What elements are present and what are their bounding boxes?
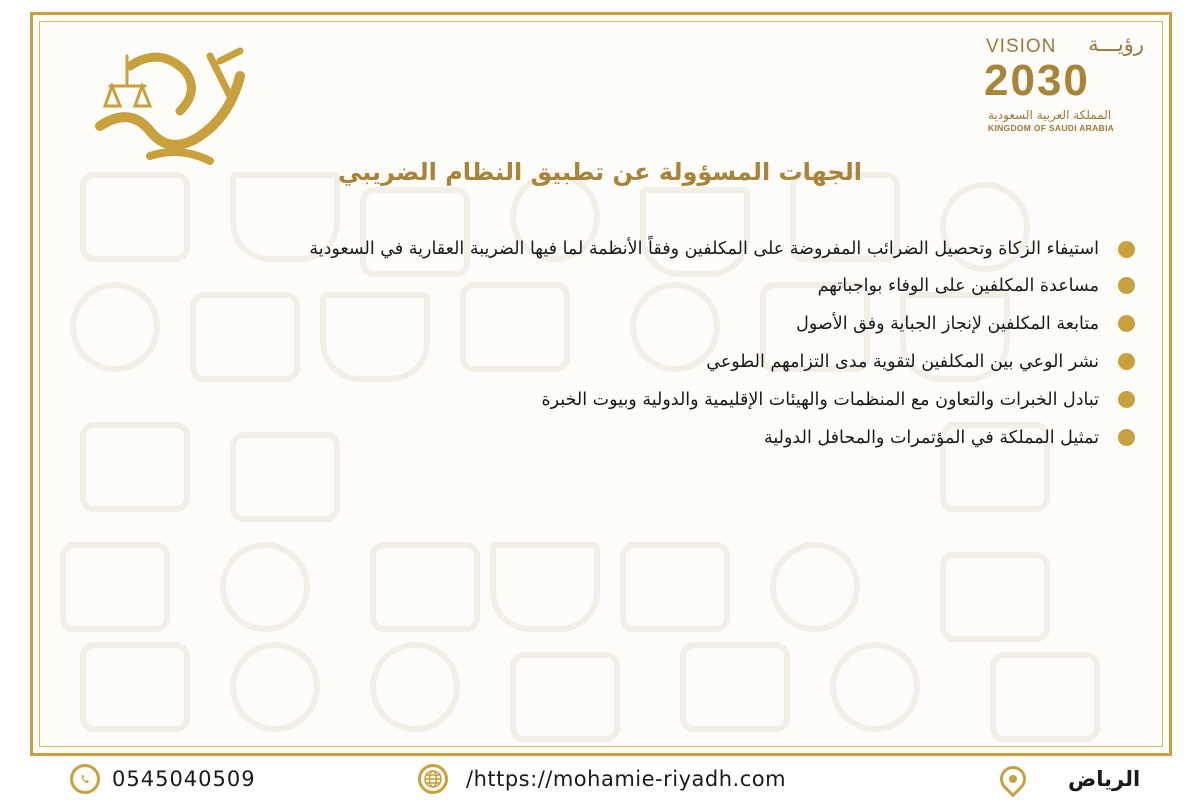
vision-year: 2030	[984, 56, 1090, 105]
responsibilities-list	[100, 228, 1145, 454]
bullet-icon	[1118, 315, 1135, 332]
law-book-watermark-icon	[940, 552, 1050, 642]
bullet-icon	[1118, 353, 1135, 370]
bullet-icon	[1118, 277, 1135, 294]
website-link[interactable]	[418, 764, 786, 794]
calligraphy-logo	[90, 36, 250, 166]
badge-watermark-icon	[830, 642, 920, 732]
gavel-watermark-icon	[680, 642, 790, 732]
vision-2030-logo	[978, 30, 1158, 133]
bullet-icon	[1118, 391, 1135, 408]
handcuffs-watermark-icon	[770, 542, 860, 632]
phone-number: 0545040509	[112, 767, 256, 791]
location-pin-icon	[995, 761, 1032, 798]
handcuffs-watermark-icon	[220, 542, 310, 632]
gavel-watermark-icon	[80, 642, 190, 732]
court-watermark-icon	[990, 652, 1100, 742]
city-name: الرياض	[1068, 767, 1141, 791]
list-item-text: تمثيل المملكة في المؤتمرات والمحافل الدولية	[763, 428, 1099, 448]
location	[1000, 764, 1140, 794]
gun-watermark-icon	[510, 652, 620, 742]
list-item-text: متابعة المكلفين لإنجاز الجباية وفق الأصول	[796, 314, 1099, 334]
bullet-icon	[1118, 241, 1135, 258]
vision-word: VISION	[986, 36, 1057, 57]
list-item-text: تبادل الخبرات والتعاون مع المنظمات والهيئات الإقليمية والدولية وبيوت الخبرة	[541, 390, 1099, 410]
vision-subtitle-english: KINGDOM OF SAUDI ARABIA	[988, 123, 1115, 133]
globe-icon	[418, 764, 448, 794]
fingerprint-watermark-icon	[370, 642, 460, 732]
list-item-text: نشر الوعي بين المكلفين لتقوية مدى التزامهم الطوعي	[706, 352, 1099, 372]
scale-watermark-icon	[490, 542, 600, 632]
page-title: الجهات المسؤولة عن تطبيق النظام الضريبي	[337, 158, 863, 186]
law-book-watermark-icon	[370, 542, 480, 632]
cap-watermark-icon	[620, 542, 730, 632]
list-item	[100, 416, 1145, 460]
whatsapp-icon	[70, 764, 100, 794]
list-item-text: استيفاء الزكاة وتحصيل الضرائب المفروضة على المكلفين وفقاً الأنظمة لما فيها الضريبة العقارية في السعودية	[309, 239, 1099, 259]
calligraphy-logo-icon	[90, 36, 250, 166]
vision-subtitle-arabic: المملكة العربية السعودية	[988, 108, 1112, 122]
phone-contact[interactable]	[70, 764, 256, 794]
badge-watermark-icon	[230, 642, 320, 732]
bullet-icon	[1118, 429, 1135, 446]
cap-watermark-icon	[60, 542, 170, 632]
footer	[0, 756, 1200, 800]
vision-word-arabic: رؤيـــة	[1088, 32, 1144, 56]
list-item-text: مساعدة المكلفين على الوفاء بواجباتهم	[817, 276, 1099, 296]
website-url: /https://mohamie-riyadh.com	[466, 767, 787, 791]
